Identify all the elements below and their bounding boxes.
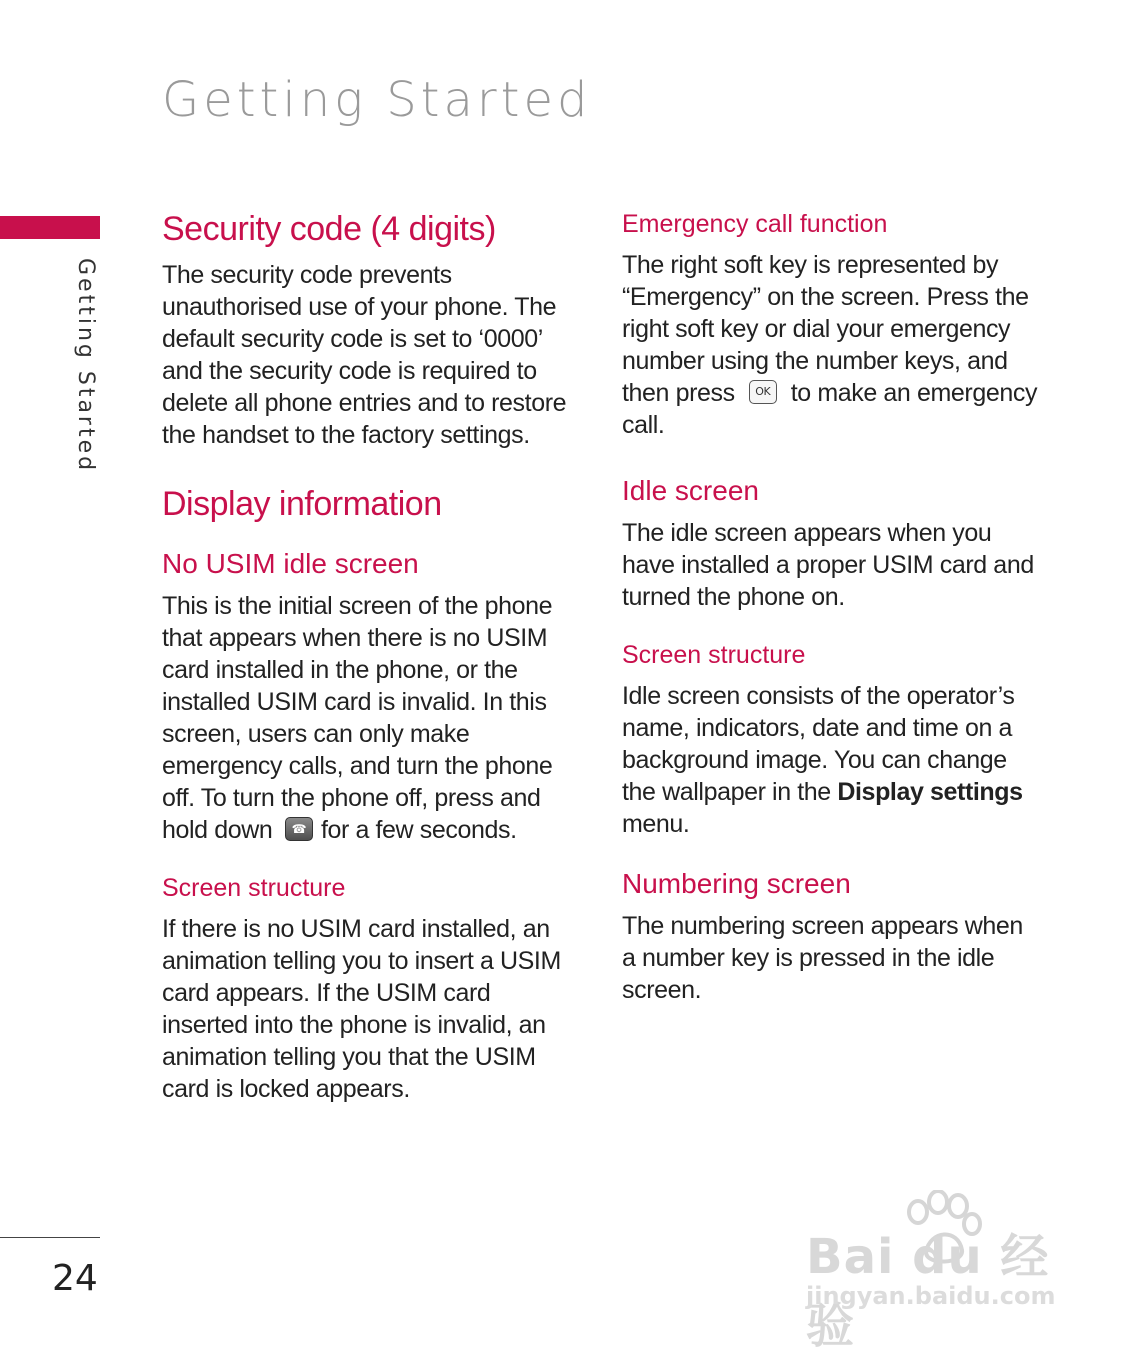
watermark-brand: Bai du 经验 <box>806 1229 1050 1354</box>
footer-rule <box>0 1237 100 1238</box>
watermark-url: jingyan.baidu.com <box>806 1282 1056 1310</box>
right-column <box>622 210 1042 1006</box>
no-usim-body-text-end: for a few seconds. <box>320 816 517 844</box>
emergency-call-heading: Emergency call function <box>622 210 888 238</box>
screen-structure-text: Idle screen consists of the operator’s name, indicators, date and time on a background image. You can change the wallpaper in the <box>622 682 1015 806</box>
numbering-screen-body: The numbering screen appears when a number key is pressed in the idle screen. <box>622 912 1023 1004</box>
emergency-call-body <box>622 249 1042 441</box>
no-usim-heading: No USIM idle screen <box>162 548 419 579</box>
emergency-call-text-end: to make an emergency call. <box>622 379 1038 439</box>
numbering-screen-heading: Numbering screen <box>622 868 851 899</box>
display-settings-term: Display settings <box>837 778 1023 806</box>
screen-structure-body-left: If there is no USIM card installed, an animation telling you to insert a USIM card appears. If the USIM card inserted into the phone is invalid, an animation telling you that the USIM card is locked appears. <box>162 915 561 1103</box>
screen-structure-heading-left: Screen structure <box>162 874 346 902</box>
security-code-heading: Security code (4 digits) <box>162 210 496 248</box>
no-usim-body <box>162 590 582 846</box>
end-key-icon: ☎ <box>285 817 313 841</box>
section-marker-bar <box>0 216 100 239</box>
idle-screen-heading: Idle screen <box>622 475 759 506</box>
screen-structure-text-end: menu. <box>622 810 690 838</box>
screen-structure-body-right <box>622 680 1042 840</box>
left-column <box>162 210 582 1105</box>
display-information-heading: Display information <box>162 485 442 523</box>
security-code-body: The security code prevents unauthorised use of your phone. The default security code is set to ‘0000’ and the security code is required to delete all phone entries and to restore the handset to the factory settings. <box>162 261 567 449</box>
screen-structure-heading-right: Screen structure <box>622 641 806 669</box>
emergency-call-text: The right soft key is represented by “Emergency” on the screen. Press the right soft key or dial your emergency number using the number keys, and then press <box>622 251 1029 407</box>
page-title: Getting Started <box>162 72 592 128</box>
baidu-watermark <box>806 1190 1066 1354</box>
page-number: 24 <box>52 1258 98 1299</box>
ok-key-icon: OK <box>749 380 777 404</box>
sidebar-section-label: Getting Started <box>73 258 98 474</box>
no-usim-body-text: This is the initial screen of the phone that appears when there is no USIM card installed in the phone, or the installed USIM card is invalid. In this screen, users can only make emergency calls, and turn the phone off. To turn the phone off, press and hold down <box>162 592 553 844</box>
idle-screen-body: The idle screen appears when you have installed a proper USIM card and turned the phone on. <box>622 519 1034 611</box>
